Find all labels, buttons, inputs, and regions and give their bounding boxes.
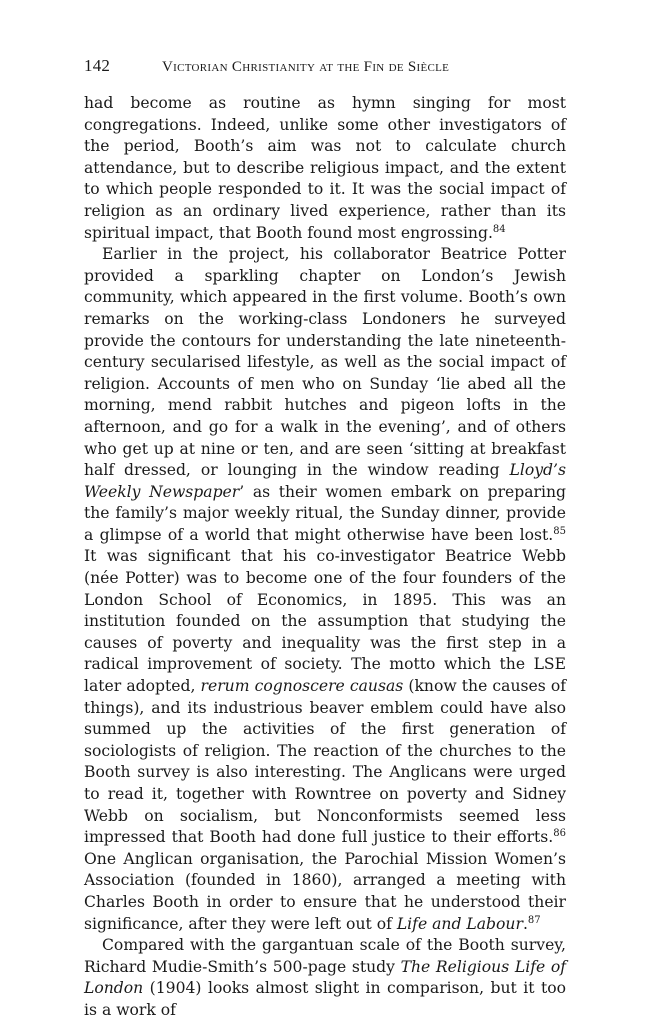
paragraph (84, 244, 566, 935)
text-segment: . (522, 914, 528, 933)
text-segment: Earlier in the project, his collaborator Beatrice Potter provided a sparkling chapter on London’s Jewish community, which appeared in the first volume. Booth’s own remarks on the working-class Londoners he surveyed provide the contours for understanding the late nineteenth-century secularised lifestyle, as well as the social impact of religion. Accounts of men who on Sunday ‘lie abed all the morning, mend rabbit hutches and pigeon lofts in the afternoon, and go for a walk in the evening’, and of others who get up at nine or ten, and are seen ‘sitting at breakfast half dressed, or lounging in the window reading (84, 245, 566, 480)
footnote-ref: 84 (492, 223, 506, 235)
running-head (84, 54, 568, 78)
text-segment: One Anglican organisation, the Parochial Mission Women’s Association (founded in 1860), arranged a meeting with Charles Booth in order to ensure that he understood their significance, after they were left out of (84, 849, 566, 933)
footnote-ref: 86 (553, 828, 566, 840)
text-segment: It was significant that his co-investigator Beatrice Webb (née Potter) was to become one of the four founders of the London School of Economics, in 1895. This was an institution founded on the assumption that studying the causes of poverty and inequality was the first step in a radical improvement of society. The motto which the LSE later adopted, (84, 547, 566, 696)
text-segment: Compared with the gargantuan scale of the Booth survey, Richard Mudie-Smith’s 500-page study (84, 936, 566, 976)
italic-phrase: rerum cognoscere causas (200, 677, 404, 696)
text-segment: (1904) looks almost slight in comparison, but it too is a work of (84, 979, 566, 1019)
book-title: Victorian Christianity at the Fin de Siècle (162, 59, 450, 75)
page-number: 142 (84, 56, 111, 75)
footnote-ref: 85 (553, 525, 566, 537)
text-segment: (know the causes of things), and its industrious beaver emblem could have also summed up the activities of the first generation of sociologists of religion. The reaction of the churches to the Booth survey is also interesting. The Anglicans were urged to read it, together with Rowntree on poverty and Sidney Webb on socialism, but Nonconformists seemed less impressed that Booth had done full justice to their efforts. (84, 677, 566, 847)
footnote-ref: 87 (527, 914, 541, 926)
body-text (84, 93, 566, 1022)
italic-title: Lloyd’s Weekly Newspaper (84, 461, 566, 501)
italic-title: The Religious Life of London (84, 957, 566, 998)
paragraph (84, 935, 566, 1021)
paragraph (84, 93, 566, 244)
text-segment: had become as routine as hymn singing for most congregations. Indeed, unlike some other investigators of the period, Booth’s aim was not to calculate church attendance, but to describe religious impact, and the extent to which people responded to it. It was the social impact of religion as an ordinary lived experience, rather than its spiritual impact, that Booth found most engrossing. (84, 94, 566, 242)
text-segment: ’ as their women embark on preparing the family’s major weekly ritual, the Sunday dinner, provide a glimpse of a world that might otherwise have been lost. (84, 482, 566, 544)
italic-title: Life and Labour (396, 914, 523, 933)
